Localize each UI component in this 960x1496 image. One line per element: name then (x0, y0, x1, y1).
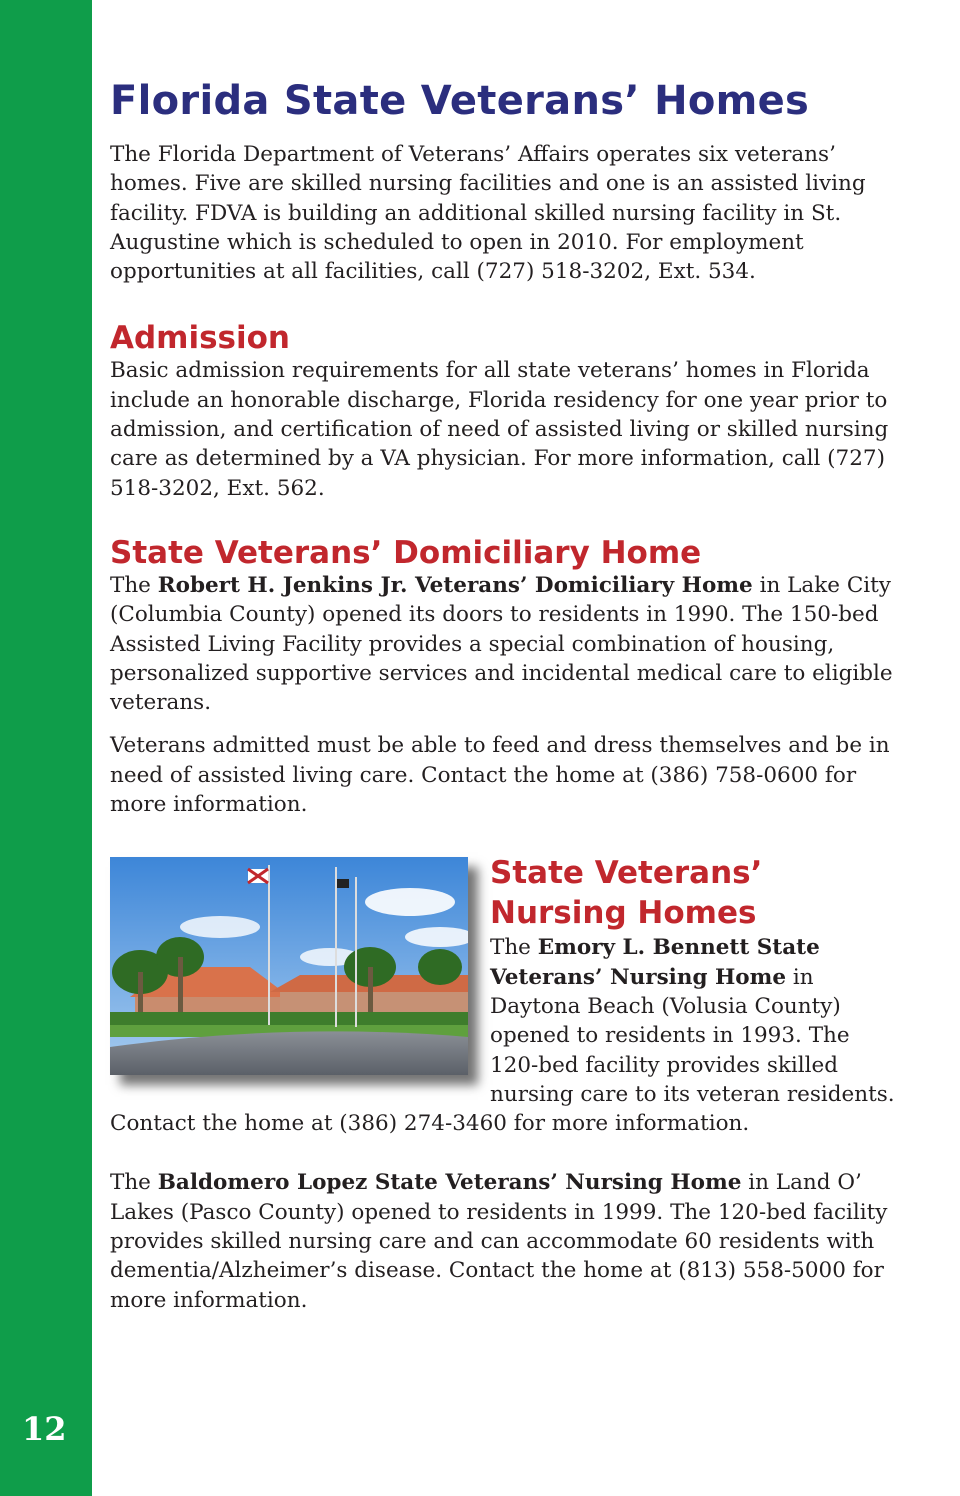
page-content (110, 78, 900, 1315)
intro-paragraph: The Florida Department of Veterans’ Affairs operates six veterans’ homes. Five are skilled nursing facilities and one is an assisted living facility. FDVA is building an additional skilled nursing facility in St. Augustine which is scheduled to open in 2010. For employment opportunities at all facilities, call (727) 518-3202, Ext. 534. (110, 142, 866, 285)
domiciliary-suffix: in Lake City (Columbia County) opened its doors to residents in 1990. The 150-bed Assisted Living Facility provides a special combination of housing, personalized supportive services and incidental medical care to eligible veterans. (110, 572, 893, 716)
nursing-home-photo (110, 857, 468, 1075)
nursing-heading: State Veterans’ Nursing Homes (490, 855, 763, 932)
lopez-paragraph (110, 1168, 900, 1314)
admission-section (110, 320, 900, 502)
bennett-suffix: in Daytona Beach (Volusia County) opened to residents in 1993. The 120-bed facility provides skilled nursing care to its veteran residents. Contact the home at (386) 274-3460 for more information. (110, 964, 895, 1137)
lopez-prefix: The (110, 1170, 158, 1196)
page-number: 12 (22, 1410, 67, 1448)
green-sidebar (0, 0, 92, 1496)
domiciliary-home-name: Robert H. Jenkins Jr. Veterans’ Domiciliary Home (157, 572, 753, 598)
lopez-suffix: in Land O’ Lakes (Pasco County) opened to residents in 1999. The 120-bed facility provides skilled nursing care and can accommodate 60 residents with dementia/Alzheimer’s disease. Contact the home at (813) 558-5000 for more information. (110, 1170, 888, 1313)
admission-paragraph: Basic admission requirements for all state veterans’ homes in Florida include an honorable discharge, Florida residency for one year prior to admission, and certification of need of assisted living or skilled nursing care as determined by a VA physician. For more information, call (727) 518-3202, Ext. 562. (110, 358, 889, 501)
domiciliary-requirements-paragraph: Veterans admitted must be able to feed and dress themselves and be in need of assisted living care. Contact the home at (386) 758-0600 for more information. (110, 733, 890, 818)
admission-heading: Admission (110, 320, 291, 357)
bennett-prefix: The (490, 935, 538, 961)
domiciliary-heading: State Veterans’ Domiciliary Home (110, 534, 702, 571)
lopez-home-name: Baldomero Lopez State Veterans’ Nursing Home (157, 1170, 742, 1196)
domiciliary-prefix: The (110, 572, 158, 598)
domiciliary-section (110, 535, 900, 819)
domiciliary-paragraph (110, 571, 900, 717)
nursing-section (110, 853, 900, 1315)
page-title: Florida State Veterans’ Homes (110, 78, 810, 124)
bennett-home-name: Emory L. Bennett State Veterans’ Nursing Home (490, 935, 820, 990)
